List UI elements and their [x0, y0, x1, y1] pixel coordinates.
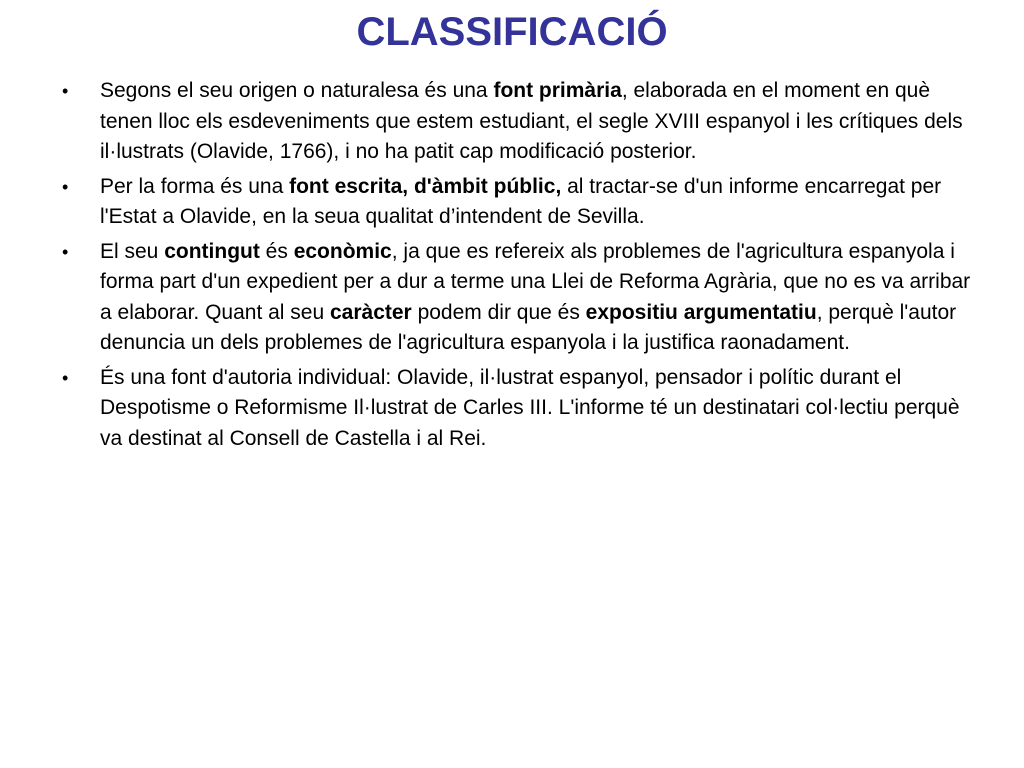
bold-segment: expositiu argumentatiu: [585, 300, 817, 324]
bullet-marker: •: [62, 81, 69, 101]
bullet-text: [100, 79, 963, 163]
bullet-marker: •: [62, 367, 69, 388]
slide-title: CLASSIFICACIÓ: [356, 10, 668, 54]
text-segment: podem dir que és: [411, 300, 586, 324]
bullet-text: [100, 240, 970, 355]
text-segment: , elaborada en el moment en què tenen lloc els esdeveniments que estem estudiant, el segle XVIII espanyol i les crítiques dels il·lustrats (Olavide, 1766), i no ha patit cap modificació posterior.: [100, 79, 963, 163]
text-segment: És una font d'autoria individual: Olavide, il·lustrat espanyol, pensador i polític durant el Despotisme o Reformisme Il·lustrat de Carles III. L'informe té un destinatari col·lectiu perquè va destinat al Consell de Castella i al Rei.: [100, 365, 960, 450]
bullet-text: [100, 175, 941, 229]
bullet-list: [62, 76, 972, 458]
bullet-item: [62, 172, 972, 233]
text-segment: El seu: [100, 239, 165, 263]
bold-segment: font escrita, d'àmbit públic,: [289, 174, 562, 198]
bullet-item: [62, 76, 972, 168]
text-segment: és: [259, 239, 294, 263]
bold-segment: caràcter: [330, 300, 412, 324]
text-segment: , perquè l'autor denuncia un dels problemes de l'agricultura espanyola i la justifica raonadament.: [100, 300, 957, 354]
bullet-item: [62, 237, 972, 359]
bold-segment: contingut: [164, 239, 260, 263]
text-segment: al tractar-se d'un informe encarregat per l'Estat a Olavide, en la seua qualitat d’intendent de Sevilla.: [100, 174, 942, 228]
bold-segment: font primària: [493, 79, 622, 102]
text-segment: Per la forma és una: [100, 174, 290, 198]
text-segment: , ja que es refereix als problemes de l'agricultura espanyola i forma part d'un expedient per a dur a terme una Llei de Reforma Agrària, que no es va arribar a elaborar. Quant al seu: [100, 239, 971, 324]
bullet-text: [100, 366, 960, 450]
bold-segment: econòmic: [293, 239, 392, 263]
text-segment: Segons el seu origen o naturalesa és una: [100, 79, 494, 102]
bullet-marker: •: [62, 176, 69, 197]
bullet-item: [62, 363, 972, 455]
bullet-marker: •: [62, 241, 69, 262]
